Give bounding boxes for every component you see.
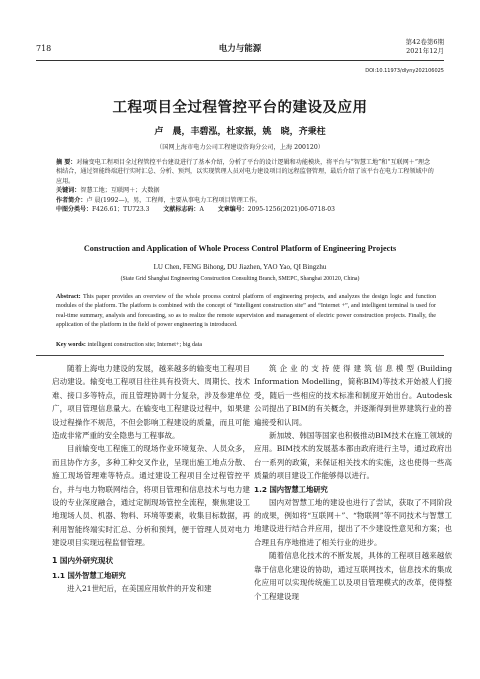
journal-name: 电力与能源 bbox=[218, 44, 262, 54]
clc-value: F426.61；TU723.3 bbox=[92, 206, 150, 214]
body-paragraph: 新加坡、韩国等国家也积极推动BIM技术在施工领域的应用。BIM技术的发展基本都由政府进行主导，通过政府出台一系列的政策，来保证相关技术的实施，这也使得一些高质量的项目建设工作能够得以进行。 bbox=[254, 431, 452, 481]
author-bio bbox=[56, 196, 436, 205]
abstract-zh-block bbox=[56, 158, 436, 214]
abstract-zh bbox=[56, 158, 436, 186]
issue-info bbox=[406, 38, 444, 56]
article-id-label: 文章编号： bbox=[217, 206, 248, 214]
authors-zh: 卢 晨，丰碧泓，杜家振，姚 晓，齐秉柱 bbox=[154, 127, 326, 137]
body-paragraph: 筑企业的支持使得建筑信息模型(Building Information Modelling，简称BIM)等技术开始被人们接受，随后一些相应的技术标准和制度开始出台。Autodesk公司提出了BIM的有关概念，并逐渐得到世界建筑行业的普遍接受和认同。 bbox=[254, 364, 452, 427]
affiliation-en: (State Grid Shanghai Engineering Construction Consulting Branch, SMEPC, Shanghai 200120, China) bbox=[120, 276, 360, 282]
body-paragraph: 进入21世纪后，在美国应用软件的开发和建 bbox=[67, 583, 212, 593]
classification-line bbox=[56, 205, 436, 214]
author-bio-text: 卢 晨(1992—)，男，工程师，主要从事电力工程项目管理工作。 bbox=[86, 196, 262, 204]
keywords-en bbox=[56, 342, 436, 348]
body-column-right bbox=[254, 362, 452, 603]
doi: DOI:10.11973/dlyny202106025 bbox=[365, 68, 444, 74]
body-paragraph: 随着信息化技术的不断发展，具体的工程项目越来越依靠于信息化建设的协助，通过互联网技术，信息技术的集成化应用可以实现传统施工以及项目管理模式的改革，使得整个工程建设现 bbox=[254, 551, 452, 601]
authors-en: LU Chen, FENG Bihong, DU Jiazhen, YAO Yao, QI Bingzhu bbox=[153, 263, 327, 271]
abstract-zh-text: 对输变电工程项目全过程管控平台建设进行了基本介绍，分析了平台的设计逻辑和功能模块，将平台与“智慧工地”和“互联网＋”理念相结合，通过智能终端进行实时汇总、分析、预判，以实现管理人员对电力建设项目的远程监督管理，最后介绍了该平台在电力工程领域中的应用。 bbox=[56, 159, 434, 185]
body-paragraph: 目前输变电工程施工的现场作业环境复杂、人员众多，而且协作方多，多种工种交叉作业，呈现出施工地点分散、施工现场管理难等特点。通过建设工程项目全过程管控平台，并与电力物联网结合，将项目管理和信息技术与电力建设的专业深度融合，通过定制现场管控全流程，聚焦建设工地现场人员、机器、物料、环境等要素，收集目标数据，再利用智能终端实时汇总、分析和预判，便于管理人员对电力建设项目实现远程监督管理。 bbox=[52, 444, 250, 548]
volume-issue: 第42卷第6期 bbox=[405, 38, 444, 46]
keywords-en-label: Key words: bbox=[56, 342, 86, 348]
keywords-zh-label: 关键词： bbox=[56, 187, 81, 195]
section-heading: 1 国内外研究现状 bbox=[52, 555, 114, 565]
author-bio-label: 作者简介： bbox=[56, 196, 87, 204]
issue-date: 2021年12月 bbox=[406, 47, 444, 55]
body-paragraph: 随着上海电力建设的发展，越来越多的输变电工程项目启动建设。输变电工程项目往往具有投资大、周期长、技术难、接口多等特点，而且管理协调十分复杂，涉及参建单位广，项目管理信息量大。在输变电工程建设过程中，如果建设过程操作不规范，不但会影响工程建设的质量，而且可能造成非常严重的安全隐患与工程事故。 bbox=[52, 364, 250, 441]
keywords-zh bbox=[56, 186, 436, 195]
body-column-left bbox=[52, 362, 250, 595]
article-id-value: 2095-1256(2021)06-0718-03 bbox=[247, 206, 335, 214]
section-divider bbox=[36, 355, 444, 356]
subsection-heading: 1.2 国内智慧工地研究 bbox=[254, 484, 328, 494]
abstract-en-text: This paper provides an overview of the whole process control platform of engineering projects, and analyzes the design logic and function modules of the platform. The platform is combined with the concept of “intelligent construction site” and “Internet +”, and intelligent terminal is used for real-time summary, analysis and forecasting, so as to realize the remote supervision and management of electric power construction projects. Finally, the application of the platform in the field of power engineering is introduced. bbox=[56, 294, 436, 328]
body-paragraph: 国内对智慧工地的建设也进行了尝试，获取了不同阶段的成果，例如将“互联网＋”、“物联网”等不同技术与智慧工地建设进行结合并应用，提出了不少建设性意见和方案；也合理且有序地推进了相关行业的进步。 bbox=[254, 497, 452, 547]
doc-code-label: 文献标志码： bbox=[163, 206, 200, 214]
keywords-en-text: intelligent construction site; Internet+; big data bbox=[87, 342, 203, 348]
page-number: 718 bbox=[36, 44, 52, 53]
affiliation-zh: （国网上海市电力公司工程建设咨询分公司，上海 200120） bbox=[156, 144, 324, 151]
clc-label: 中图分类号： bbox=[56, 206, 93, 214]
abstract-en bbox=[56, 293, 436, 330]
title-zh: 工程项目全过程管控平台的建设及应用 bbox=[112, 100, 368, 116]
doc-code-value: A bbox=[199, 206, 204, 214]
running-header bbox=[36, 36, 444, 61]
subsection-heading: 1.1 国外智慧工地研究 bbox=[52, 570, 126, 580]
title-en: Construction and Application of Whole Process Control Platform of Engineering Projects bbox=[83, 244, 397, 253]
abstract-zh-label: 摘 要： bbox=[56, 159, 77, 166]
keywords-zh-text: 智慧工地；互联网＋；大数据 bbox=[80, 187, 160, 195]
abstract-en-label: Abstract: bbox=[56, 294, 81, 300]
